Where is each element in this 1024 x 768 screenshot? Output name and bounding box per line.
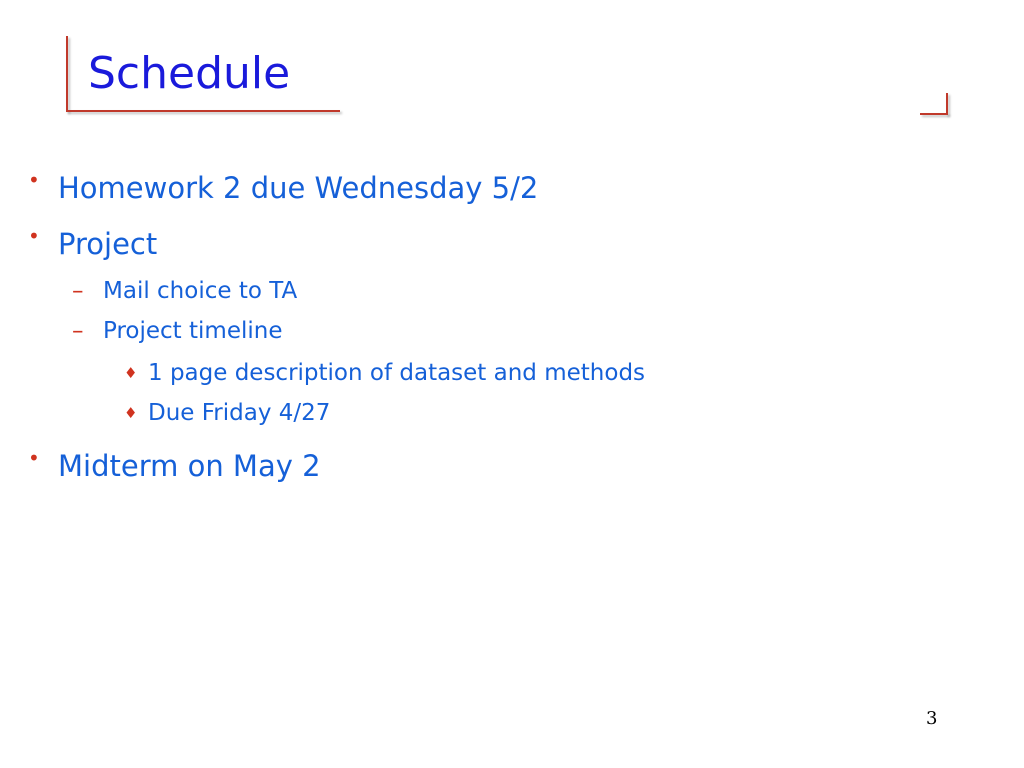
diamond-icon: ♦ bbox=[124, 404, 138, 422]
sub-bullet-marker: – bbox=[72, 278, 84, 304]
sub-bullet-text: Project timeline bbox=[103, 318, 283, 344]
bullet-marker: • bbox=[28, 446, 40, 470]
bullet-marker: • bbox=[28, 224, 40, 248]
page-number: 3 bbox=[926, 708, 938, 729]
bullet-marker: • bbox=[28, 168, 40, 192]
sub-sub-bullet-text: Due Friday 4/27 bbox=[148, 400, 331, 426]
bullet-text: Homework 2 due Wednesday 5/2 bbox=[58, 171, 539, 205]
sub-sub-bullet-text: 1 page description of dataset and methods bbox=[148, 360, 646, 386]
diamond-icon: ♦ bbox=[124, 364, 138, 382]
sub-bullet-text: Mail choice to TA bbox=[103, 278, 298, 304]
sub-bullet-marker: – bbox=[72, 318, 84, 344]
bullet-text: Project bbox=[58, 227, 158, 261]
slide-title: Schedule bbox=[88, 48, 291, 99]
bullet-text: Midterm on May 2 bbox=[58, 449, 321, 483]
